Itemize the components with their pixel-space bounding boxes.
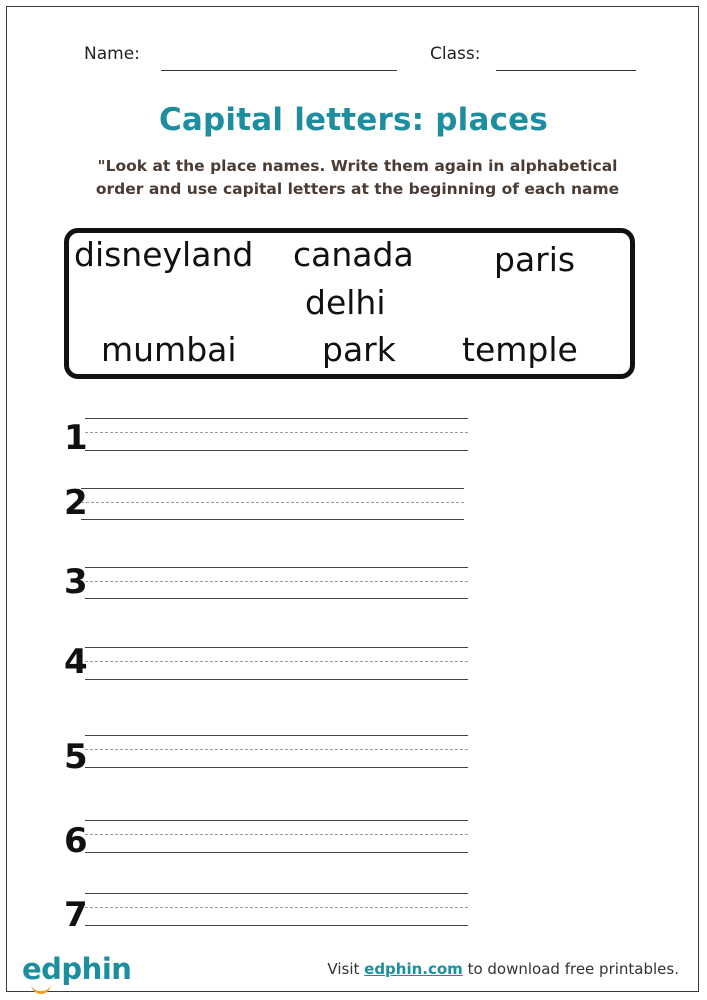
answer-number: 5 xyxy=(64,737,88,777)
name-label: Name: xyxy=(84,44,140,64)
writing-line-top xyxy=(85,567,468,568)
class-field[interactable] xyxy=(496,70,636,71)
writing-line-base[interactable] xyxy=(85,450,468,451)
instructions-line-2: order and use capital letters at the beginning of each name xyxy=(95,180,620,198)
writing-line-base[interactable] xyxy=(85,925,468,926)
answer-number: 6 xyxy=(64,821,88,861)
answer-number: 4 xyxy=(64,642,88,682)
writing-line-base[interactable] xyxy=(81,519,464,520)
name-field[interactable] xyxy=(161,70,397,71)
writing-line-base[interactable] xyxy=(85,852,468,853)
writing-line-base[interactable] xyxy=(85,598,468,599)
answer-number: 1 xyxy=(64,418,88,458)
word-bank-item: disneyland xyxy=(74,235,254,274)
footer-text-after: to download free printables. xyxy=(462,960,679,978)
writing-line-base[interactable] xyxy=(85,679,468,680)
page-border xyxy=(6,6,699,992)
page-title: Capital letters: places xyxy=(158,102,549,138)
logo-text: edphin xyxy=(22,952,132,986)
writing-line-top xyxy=(85,647,468,648)
writing-line-mid xyxy=(85,432,468,433)
instructions-line-1: "Look at the place names. Write them again in alphabetical xyxy=(97,157,618,175)
footer-link[interactable]: edphin.com xyxy=(364,960,463,978)
word-bank-item: mumbai xyxy=(101,330,237,369)
word-bank-item: delhi xyxy=(305,283,386,322)
writing-line-mid xyxy=(85,834,468,835)
writing-line-top xyxy=(81,488,464,489)
writing-line-mid xyxy=(85,749,468,750)
answer-number: 2 xyxy=(64,483,88,523)
writing-line-top xyxy=(85,820,468,821)
word-bank-item: paris xyxy=(494,240,576,279)
writing-line-mid xyxy=(81,502,464,503)
writing-line-base[interactable] xyxy=(85,767,468,768)
writing-line-top xyxy=(85,418,468,419)
instructions xyxy=(90,155,625,201)
class-label: Class: xyxy=(430,44,481,64)
writing-line-top xyxy=(85,735,468,736)
answer-number: 3 xyxy=(64,562,88,602)
word-bank-item: park xyxy=(322,330,396,369)
writing-line-mid xyxy=(85,661,468,662)
writing-line-mid xyxy=(85,907,468,908)
logo-smile-icon xyxy=(31,983,51,994)
word-bank-item: canada xyxy=(293,235,414,274)
footer-text xyxy=(327,960,679,978)
writing-line-mid xyxy=(85,581,468,582)
edphin-logo[interactable] xyxy=(22,952,131,986)
footer-text-before: Visit xyxy=(327,960,365,978)
answer-number: 7 xyxy=(64,895,88,935)
word-bank-item: temple xyxy=(462,330,578,369)
writing-line-top xyxy=(85,893,468,894)
